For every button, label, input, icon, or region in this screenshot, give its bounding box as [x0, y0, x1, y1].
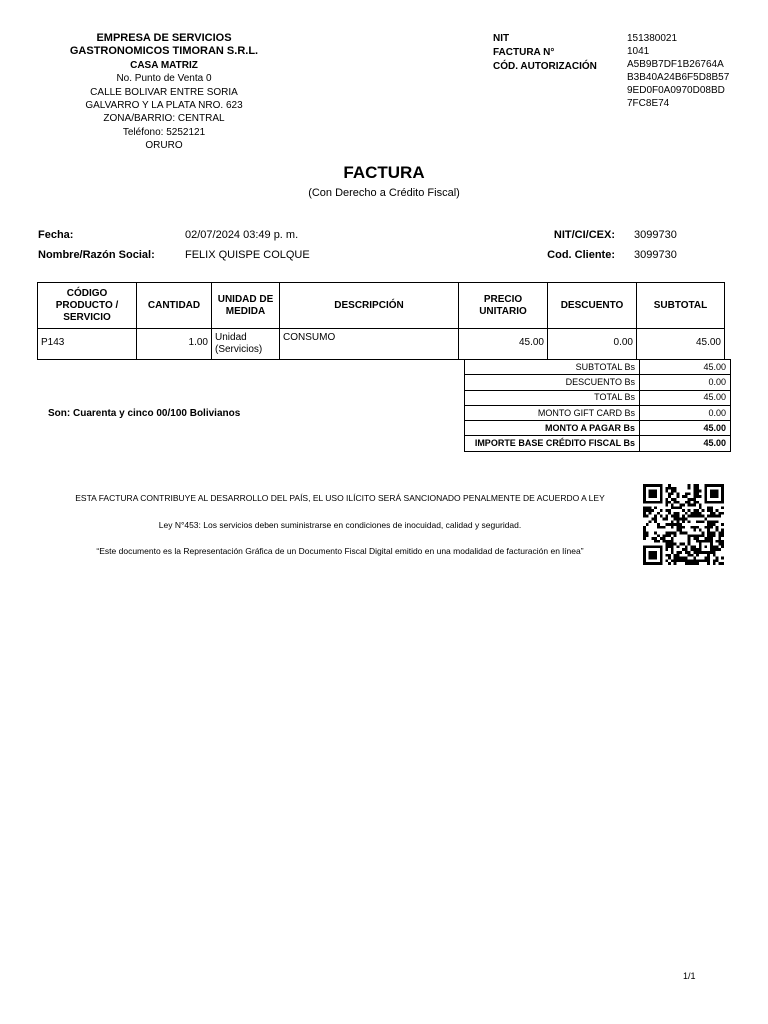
item-unit-price: 45.00	[459, 329, 548, 360]
amount-in-words: Son: Cuarenta y cinco 00/100 Bolivianos	[48, 408, 241, 419]
totals-label: MONTO A PAGAR Bs	[465, 421, 640, 436]
totals-value: 0.00	[640, 375, 731, 390]
header-unit: UNIDAD DE MEDIDA	[212, 283, 280, 329]
table-row	[38, 329, 725, 360]
item-description: CONSUMO	[280, 329, 459, 360]
date-value: 02/07/2024 03:49 p. m.	[185, 229, 299, 241]
issuer-address-line2: GALVARRO Y LA PLATA NRO. 623	[85, 100, 243, 112]
issuer-point-of-sale: No. Punto de Venta 0	[116, 73, 212, 85]
nit-label: NIT	[493, 33, 510, 44]
legal-note: ESTA FACTURA CONTRIBUYE AL DESARROLLO DEL PAÍS, EL USO ILÍCITO SERÁ SANCIONADO PENALMENTE DE ACUERDO A LEY	[75, 493, 605, 503]
totals-value: 0.00	[640, 405, 731, 420]
authorization-code-line: B3B40A24B6F5D8B57	[627, 72, 730, 83]
totals-row-subtotal	[465, 360, 731, 375]
customer-name-value: FELIX QUISPE COLQUE	[185, 249, 310, 261]
issuer-branch: CASA MATRIZ	[130, 59, 198, 71]
document-title: FACTURA	[343, 163, 425, 182]
items-table	[37, 282, 725, 360]
invoice-number-value: 1041	[627, 46, 650, 57]
authorization-code-line: 7FC8E74	[627, 98, 670, 109]
totals-row-discount	[465, 375, 731, 390]
totals-row-gift-card	[465, 405, 731, 420]
totals-value: 45.00	[640, 360, 731, 375]
customer-code-value: 3099730	[634, 249, 677, 261]
issuer-address-line1: CALLE BOLIVAR ENTRE SORIA	[90, 86, 238, 98]
customer-name-label: Nombre/Razón Social:	[38, 249, 155, 261]
invoice-meta-values	[627, 32, 729, 110]
law-note: Ley N°453: Los servicios deben suministrarse en condiciones de inocuidad, calidad y seguridad.	[158, 520, 522, 530]
header-description: DESCRIPCIÓN	[280, 283, 459, 329]
header-unit-price: PRECIO UNITARIO	[459, 283, 548, 329]
totals-label: DESCUENTO Bs	[465, 375, 640, 390]
totals-label: IMPORTE BASE CRÉDITO FISCAL Bs	[465, 436, 640, 451]
issuer-city: ORURO	[145, 140, 183, 152]
authorization-code-line: A5B9B7DF1B26764A	[627, 59, 724, 70]
totals-row-tax-credit-base	[465, 436, 731, 451]
customer-code-label: Cod. Cliente:	[547, 249, 615, 261]
issuer-name-line1: EMPRESA DE SERVICIOS	[96, 32, 232, 44]
items-header-row	[38, 283, 725, 329]
issuer-zone: ZONA/BARRIO: CENTRAL	[103, 113, 225, 125]
date-label: Fecha:	[38, 229, 74, 241]
issuer-block	[30, 32, 298, 153]
item-subtotal: 45.00	[637, 329, 725, 360]
invoice-meta-labels	[493, 32, 597, 74]
authorization-code-line: 9ED0F0A0970D08BD	[627, 85, 725, 96]
totals-value: 45.00	[640, 390, 731, 405]
customer-id-label: NIT/CI/CEX:	[553, 229, 615, 241]
totals-row-amount-to-pay	[465, 421, 731, 436]
totals-table	[464, 359, 731, 452]
item-quantity: 1.00	[137, 329, 212, 360]
authorization-code-label: CÓD. AUTORIZACIÓN	[493, 61, 597, 72]
header-code: CÓDIGO PRODUCTO / SERVICIO	[38, 283, 137, 329]
item-discount: 0.00	[548, 329, 637, 360]
qr-code-icon	[643, 483, 724, 566]
invoice-number-label: FACTURA N°	[493, 47, 555, 58]
totals-label: MONTO GIFT CARD Bs	[465, 405, 640, 420]
totals-row-total	[465, 390, 731, 405]
item-unit: Unidad (Servicios)	[212, 329, 280, 360]
customer-id-value: 3099730	[634, 229, 677, 241]
header-discount: DESCUENTO	[548, 283, 637, 329]
digital-document-note: “Este documento es la Representación Gráfica de un Documento Fiscal Digital emitido en una modalidad de facturación en línea”	[96, 546, 584, 556]
document-subtitle: (Con Derecho a Crédito Fiscal)	[308, 187, 460, 199]
header-subtotal: SUBTOTAL	[637, 283, 725, 329]
issuer-name-line2: GASTRONOMICOS TIMORAN S.R.L.	[69, 45, 259, 58]
totals-value: 45.00	[640, 436, 731, 451]
item-code: P143	[38, 329, 137, 360]
totals-label: TOTAL Bs	[465, 390, 640, 405]
nit-value: 151380021	[627, 33, 678, 44]
page-number: 1/1	[683, 971, 696, 981]
issuer-phone: Teléfono: 5252121	[122, 126, 206, 138]
header-quantity: CANTIDAD	[137, 283, 212, 329]
totals-label: SUBTOTAL Bs	[465, 360, 640, 375]
totals-value: 45.00	[640, 421, 731, 436]
